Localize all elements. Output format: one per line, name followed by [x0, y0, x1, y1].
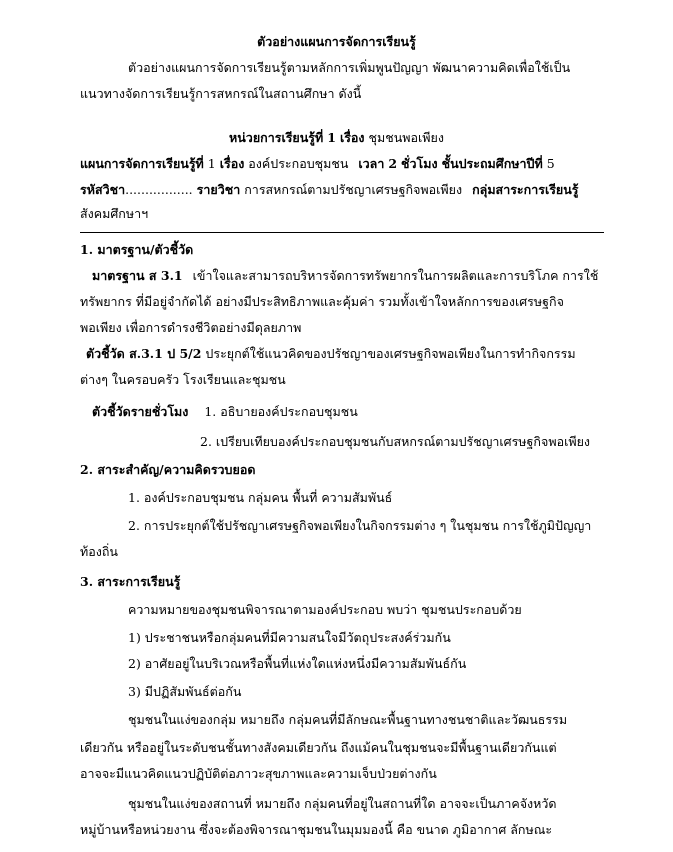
unit-topic-label: เรื่อง: [339, 130, 365, 145]
plan-topic: องค์ประกอบชุมชน: [248, 156, 349, 171]
intro-line-2: แนวทางจัดการเรียนรู้การสหกรณ์ในสถานศึกษา ดังนี้: [80, 86, 362, 101]
unit-heading: [0, 130, 673, 146]
subject-info-line: [80, 182, 579, 198]
standard-text-1: เข้าใจและสามารถบริหารจัดการทรัพยากรในการผลิตและการบริโภค การใช้: [192, 268, 599, 283]
standard-line-2: ทรัพยากร ที่มีอยู่จำกัดได้ อย่างมีประสิทธิภาพและคุ้มค่า รวมทั้งเข้าใจหลักการของเศรษฐกิจ: [80, 294, 564, 309]
time-unit: ชั่วโมง: [401, 156, 438, 171]
page-title: ตัวอย่างแผนการจัดการเรียนรู้: [257, 34, 416, 49]
unit-label: หน่วยการเรียนรู้ที่: [229, 130, 324, 145]
plan-topic-label: เรื่อง: [219, 156, 245, 171]
plan-label: แผนการจัดการเรียนรู้ที่: [80, 156, 204, 171]
time-value: 2: [388, 156, 398, 171]
hourly-indicator-1: 1. อธิบายองค์ประกอบชุมชน: [204, 404, 358, 419]
list-item: 2) อาศัยอยู่ในบริเวณหรือพื้นที่แห่งใดแห่งหนึ่งมีความสัมพันธ์กัน: [128, 656, 467, 671]
subject-value: การสหกรณ์ตามปรัชญาเศรษฐกิจพอเพียง: [244, 182, 463, 197]
subject-label: รายวิชา: [196, 182, 241, 197]
grade-value: 5: [546, 156, 555, 171]
paragraph-group-line-2: เดียวกัน หรืออยู่ในระดับชนชั้นทางสังคมเดียวกัน ถึงแม้คนในชุมชนจะมีพื้นฐานเดียวกันแต่: [80, 740, 557, 755]
code-value: .................: [125, 182, 193, 197]
group-label: กลุ่มสาระการเรียนรู้: [472, 182, 579, 197]
list-item: 3) มีปฏิสัมพันธ์ต่อกัน: [128, 684, 242, 699]
indicator-text-1: ประยุกต์ใช้แนวคิดของปรัชญาของเศรษฐกิจพอเพียงในการทำกิจกรรม: [205, 346, 576, 361]
group-value: สังคมศึกษาฯ: [80, 206, 149, 221]
unit-number: 1: [327, 130, 336, 145]
list-item: 1) ประชาชนหรือกลุ่มคนที่มีความสนใจมีวัตถุประสงค์ร่วมกัน: [128, 630, 451, 645]
unit-topic: ชุมชนพอเพียง: [368, 130, 444, 145]
code-label: รหัสวิชา: [80, 182, 126, 197]
section-3-heading: 3. สาระการเรียนรู้: [80, 574, 181, 589]
grade-label: ชั้นประถมศึกษาปีที่: [441, 156, 543, 171]
section-divider: [80, 232, 604, 233]
paragraph-group-line-3: อาจจะมีแนวคิดแนวปฏิบัติต่อภาวะสุขภาพและความเจ็บป่วยต่างกัน: [80, 766, 437, 781]
section-2-heading: 2. สาระสำคัญ/ความคิดรวบยอด: [80, 462, 256, 477]
plan-number: 1: [207, 156, 216, 171]
plan-info-line: [80, 156, 555, 172]
hourly-indicator-2: 2. เปรียบเทียบองค์ประกอบชุมชนกับสหกรณ์ตามปรัชญาเศรษฐกิจพอเพียง: [200, 434, 591, 449]
time-label: เวลา: [358, 156, 385, 171]
paragraph-group-line-1: ชุมชนในแง่ของกลุ่ม หมายถึง กลุ่มคนที่มีลักษณะพื้นฐานทางชนชาติและวัฒนธรรม: [128, 712, 568, 727]
paragraph-place-line-1: ชุมชนในแง่ของสถานที่ หมายถึง กลุ่มคนที่อยู่ในสถานที่ใด อาจจะเป็นภาคจังหวัด: [128, 796, 557, 811]
paragraph-place-line-2: หมู่บ้านหรือหน่วยงาน ซึ่งจะต้องพิจารณาชุมชนในมุมมองนี้ คือ ขนาด ภูมิอากาศ ลักษณะ: [80, 822, 553, 837]
standard-label: มาตรฐาน ส 3.1: [92, 268, 183, 283]
standard-line-3: พอเพียง เพื่อการดำรงชีวิตอย่างมีดุลยภาพ: [80, 320, 302, 335]
section-3-intro: ความหมายของชุมชนพิจารณาตามองค์ประกอบ พบว่า ชุมชนประกอบด้วย: [128, 602, 522, 617]
indicator-label: ตัวชี้วัด ส.3.1 ป 5/2: [86, 346, 202, 361]
hourly-indicator-line-1: [92, 404, 358, 420]
indicator-line-1: [86, 346, 576, 362]
intro-line-1: ตัวอย่างแผนการจัดการเรียนรู้ตามหลักการเพิ่มพูนปัญญา พัฒนาความคิดเพื่อใช้เป็น: [128, 60, 571, 75]
standard-line-1: [92, 268, 598, 284]
section-2-item-2-cont: ท้องถิ่น: [80, 544, 118, 559]
section-2-item-2: 2. การประยุกต์ใช้ปรัชญาเศรษฐกิจพอเพียงในกิจกรรมต่าง ๆ ในชุมชน การใช้ภูมิปัญญา: [128, 518, 592, 533]
indicator-line-2: ต่างๆ ในครอบครัว โรงเรียนและชุมชน: [80, 372, 286, 387]
section-1-heading: 1. มาตรฐาน/ตัวชี้วัด: [80, 242, 194, 257]
section-2-item-1: 1. องค์ประกอบชุมชน กลุ่มคน พื้นที่ ความสัมพันธ์: [128, 490, 393, 505]
hourly-indicator-label: ตัวชี้วัดรายชั่วโมง: [92, 404, 189, 419]
